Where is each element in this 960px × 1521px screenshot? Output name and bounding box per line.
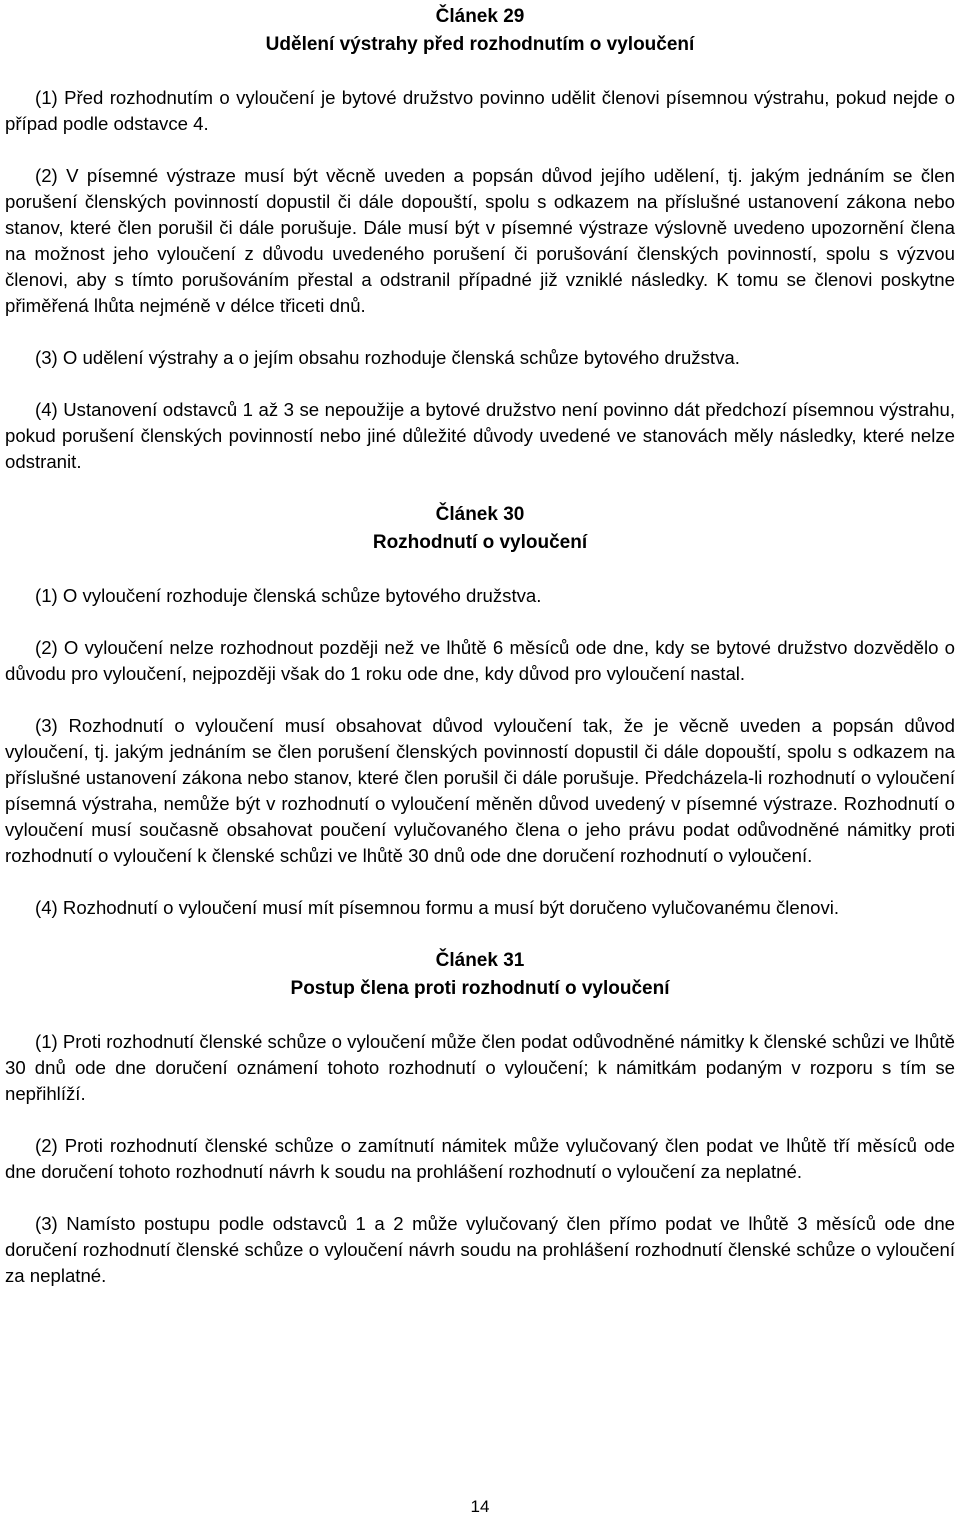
article-title: Rozhodnutí o vyloučení: [372, 532, 588, 553]
paragraph: (4) Ustanovení odstavců 1 až 3 se nepoužije a bytové družstvo není povinno dát předchozí písemnou výstrahu, pokud porušení členských povinností nebo jiné důležité důvody uvedené ve stanovách měly následky, které nelze odstranit.: [5, 399, 955, 472]
paragraph: (1) Před rozhodnutím o vyloučení je bytové družstvo povinno udělit členovi písemnou výstrahu, pokud nejde o případ podle odstavce 4.: [5, 87, 955, 134]
article-number: Článek 30: [435, 504, 525, 525]
document-page: [5, 3, 955, 1315]
paragraph: (2) O vyloučení nelze rozhodnout později než ve lhůtě 6 měsíců ode dne, kdy se bytové družstvo dozvědělo o důvodu pro vyloučení, nejpozději však do 1 roku ode dne, kdy důvod pro vyloučení nastal.: [5, 637, 955, 684]
article-29: [5, 3, 955, 475]
paragraph: (3) O udělení výstrahy a o jejím obsahu rozhoduje členská schůze bytového družstva.: [35, 347, 740, 368]
paragraph: (3) Rozhodnutí o vyloučení musí obsahovat důvod vyloučení tak, že je věcně uveden a popsán důvod vyloučení, tj. jakým jednáním se člen porušení členských povinností dopustil či dále dopouští, spolu s odkazem na příslušné ustanovení zákona nebo stanov, které člen porušil či dále porušuje. Předcházela-li rozhodnutí o vyloučení písemná výstraha, nemůže být v rozhodnutí o vyloučení měněn důvod uvedený v písemné výstraze. Rozhodnutí o vyloučení musí současně obsahovat poučení vylučovaného člena o jeho právu podat odůvodněné námitky proti rozhodnutí o vyloučení k členské schůzi ve lhůtě 30 dnů ode dne doručení rozhodnutí o vyloučení.: [5, 715, 955, 866]
article-title: Postup člena proti rozhodnutí o vyloučení: [290, 978, 670, 999]
article-heading: [5, 501, 955, 557]
paragraph: (1) O vyloučení rozhoduje členská schůze bytového družstva.: [35, 585, 542, 606]
article-number: Článek 29: [435, 6, 525, 27]
paragraph: (3) Namísto postupu podle odstavců 1 a 2 může vylučovaný člen přímo podat ve lhůtě 3 měsíců ode dne doručení rozhodnutí členské schůze o vyloučení návrh soudu na prohlášení rozhodnutí členské schůze o vyloučení za neplatné.: [5, 1213, 955, 1286]
paragraph: (4) Rozhodnutí o vyloučení musí mít písemnou formu a musí být doručeno vylučovanému členovi.: [35, 897, 840, 918]
article-30: [5, 501, 955, 921]
paragraph: (2) V písemné výstraze musí být věcně uveden a popsán důvod jejího udělení, tj. jakým jednáním se člen porušení členských povinností dopustil či dále dopouští, spolu s odkazem na příslušné ustanovení zákona nebo stanov, které člen porušil či dále porušuje. Dále musí být v písemné výstraze výslovně uvedeno upozornění člena na možnost jeho vyloučení z důvodu uvedeného porušení či porušování členských povinností, spolu s výzvou členovi, aby s tímto porušováním přestal a odstranil případné již vzniklé následky. K tomu se členovi poskytne přiměřená lhůta nejméně v délce třiceti dnů.: [5, 165, 955, 316]
article-heading: [5, 947, 955, 1003]
paragraph: (1) Proti rozhodnutí členské schůze o vyloučení může člen podat odůvodněné námitky k členské schůzi ve lhůtě 30 dnů ode dne doručení oznámení tohoto rozhodnutí o vyloučení; k námitkám podaným v rozporu s tím se nepřihlíží.: [5, 1031, 955, 1104]
article-title: Udělení výstrahy před rozhodnutím o vyloučení: [265, 34, 695, 55]
page-number: 14: [470, 1497, 490, 1516]
article-heading: [5, 3, 955, 59]
article-31: [5, 947, 955, 1289]
article-number: Článek 31: [435, 950, 525, 971]
paragraph: (2) Proti rozhodnutí členské schůze o zamítnutí námitek může vylučovaný člen podat ve lhůtě tří měsíců ode dne doručení tohoto rozhodnutí návrh k soudu na prohlášení rozhodnutí o vyloučení za neplatné.: [5, 1135, 955, 1182]
